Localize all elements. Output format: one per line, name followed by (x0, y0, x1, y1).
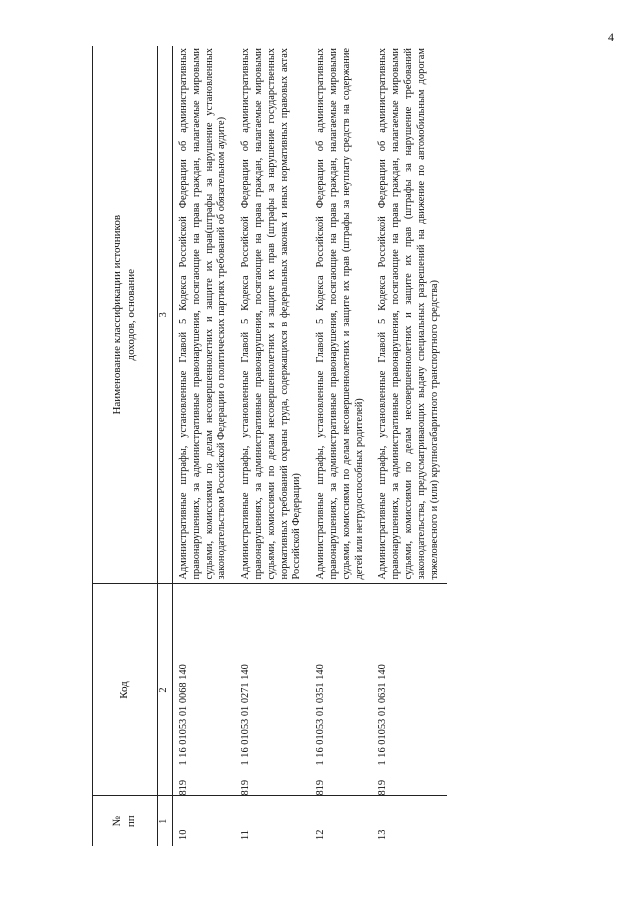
row-description: Административные штрафы, установленные Главой 5 Кодекса Российской Федерации об административных правонарушениях, за административные правонарушения, посягающие на права граждан, налагаемые мировыми судьями, комиссиями по делам несовершеннолетних и защите их прав (штрафы за нарушение требований законодательства, предусматривающих выдачу специальных разрешений на движение по автомобильным дорогам тяжеловесного и (или) крупногабаритного транспортного средства) (377, 48, 440, 580)
row-number: 12 (310, 796, 372, 846)
table-row (372, 46, 447, 846)
revenue-sources-table (92, 46, 447, 846)
row-number: 10 (173, 796, 236, 846)
index-3: 3 (158, 46, 173, 584)
table-row (173, 46, 236, 846)
row-code: 8191 16 01053 01 0631 140 (372, 584, 447, 796)
index-2: 2 (158, 584, 173, 796)
table-row (235, 46, 310, 846)
header-code: Код (93, 584, 158, 796)
row-number: 11 (235, 796, 310, 846)
column-index-row (158, 46, 173, 846)
row-code: 8191 16 01053 01 0271 140 (235, 584, 310, 796)
row-description: Административные штрафы, установленные Главой 5 Кодекса Российской Федерации об административных правонарушениях, за административные правонарушения, посягающие на права граждан, налагаемые мировыми судьями, комиссиями по делам несовершеннолетних и защите их прав(штрафы за нарушение установленных законодательством Российской Федерации о политических партиях требований об обязательном аудите) (178, 48, 228, 580)
row-description: Административные штрафы, установленные Главой 5 Кодекса Российской Федерации об административных правонарушениях, за административные правонарушения, посягающие на права граждан, налагаемые мировыми судьями, комиссиями по делам несовершеннолетних и защите их прав (штрафы за неуплату средств на содержание детей или нетрудоспособных родителей) (315, 48, 365, 580)
index-1: 1 (158, 796, 173, 846)
header-num: № пп (93, 796, 158, 846)
page-number: 4 (608, 30, 614, 44)
row-code: 8191 16 01053 01 0068 140 (173, 584, 236, 796)
header-name: Наименование классификации источников доходов, основание (93, 46, 158, 584)
table-header-row (93, 46, 158, 846)
row-number: 13 (372, 796, 447, 846)
table-row (310, 46, 372, 846)
row-description: Административные штрафы, установленные Главой 5 Кодекса Российской Федерации об административных правонарушениях, за административные правонарушения, посягающие на права граждан, налагаемые мировыми судьями, комиссиями по делам несовершеннолетних и защите их прав (штрафы за нарушение государственных нормативных требований охраны труда, содержащихся в федеральных законах и иных нормативных правовых актах Российской Федерации) (240, 48, 303, 580)
row-code: 8191 16 01053 01 0351 140 (310, 584, 372, 796)
